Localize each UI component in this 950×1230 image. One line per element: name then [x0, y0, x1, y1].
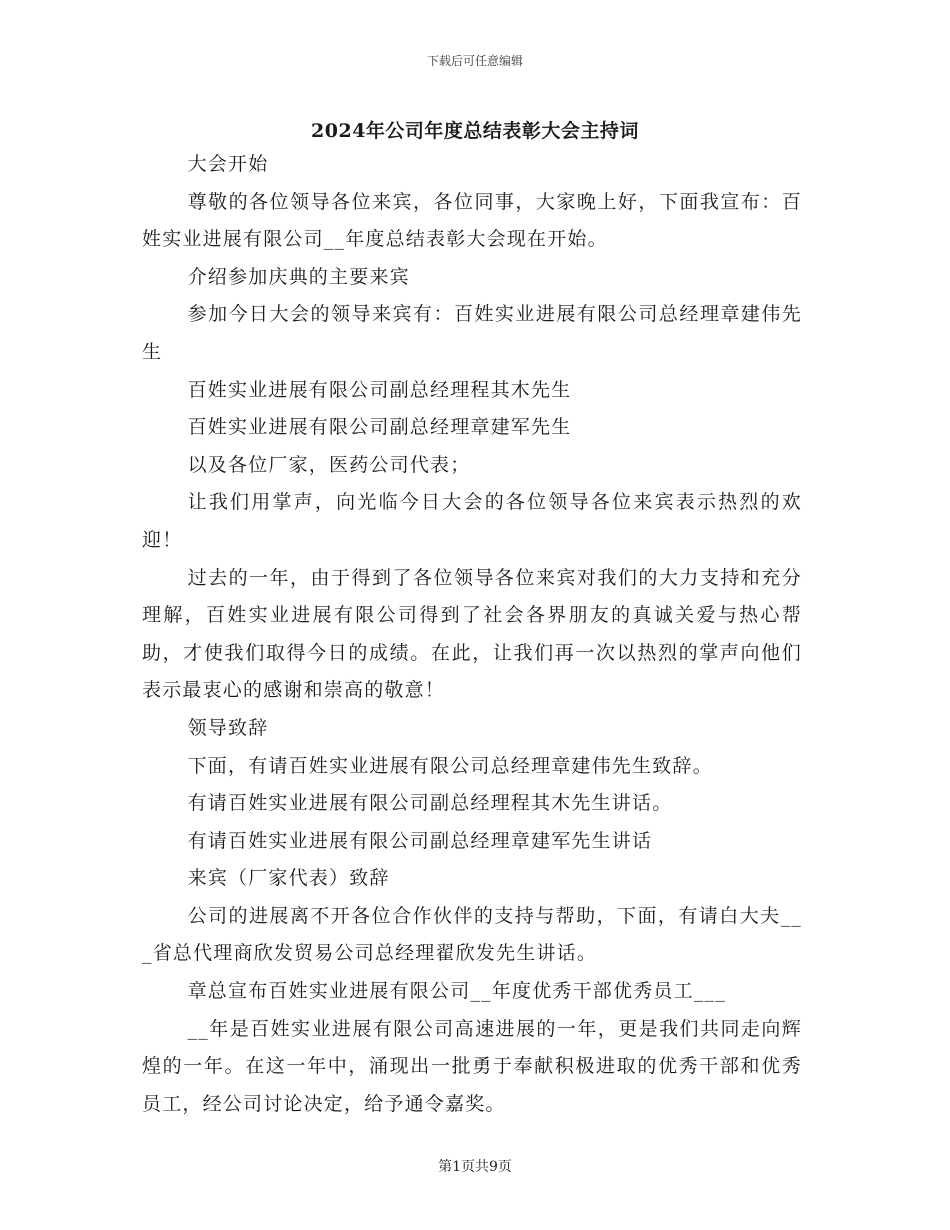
paragraph-partner-speech: 公司的进展离不开各位合作伙伴的支持与帮助，下面，有请白大夫___省总代理商欣发贸易公司总经理翟欣发先生讲话。: [142, 904, 802, 965]
paragraph-opening-announcement: 尊敬的各位领导各位来宾，各位同事，大家晚上好，下面我宣布：百姓实业进展有限公司__年度总结表彰大会现在开始。: [142, 190, 802, 251]
paragraph-gm-speech: 下面，有请百姓实业进展有限公司总经理章建伟先生致辞。: [187, 754, 713, 777]
paragraph-year-review: __年是百姓实业进展有限公司高速进展的一年，更是我们共同走向辉煌的一年。在这一年中，涌现出一批勇于奉献积极进取的优秀干部和优秀员工，经公司讨论决定，给予通令嘉奖。: [142, 1017, 802, 1115]
document-title: 2024年公司年度总结表彰大会主持词: [311, 120, 639, 142]
paragraph-guest-list: 参加今日大会的领导来宾有：百姓实业进展有限公司总经理章建伟先生: [142, 303, 802, 363]
paragraph-award-announcement: 章总宣布百姓实业进展有限公司__年度优秀干部优秀员工___: [187, 980, 726, 1003]
paragraph-meeting-start: 大会开始: [187, 153, 269, 175]
paragraph-guest-representatives: 以及各位厂家，医药公司代表；: [187, 453, 471, 476]
paragraph-guest-zhang: 百姓实业进展有限公司副总经理章建军先生: [187, 416, 572, 439]
page-number: 第1页共9页: [438, 1159, 512, 1175]
paragraph-leader-speech-heading: 领导致辞: [187, 716, 269, 739]
paragraph-deputy-zhang-speech: 有请百姓实业进展有限公司副总经理章建军先生讲话: [187, 829, 653, 852]
paragraph-welcome-applause: 让我们用掌声，向光临今日大会的各位领导各位来宾表示热烈的欢迎！: [142, 491, 802, 551]
paragraph-guest-cheng: 百姓实业进展有限公司副总经理程其木先生: [187, 378, 572, 401]
paragraph-thanks: 过去的一年，由于得到了各位领导各位来宾对我们的大力支持和充分理解，百姓实业进展有限公司得到了社会各界朋友的真诚关爱与热心帮助，才使我们取得今日的成绩。在此，让我们再一次以热烈的掌声向他们表示最衷心的感谢和崇高的敬意！: [142, 566, 802, 702]
paragraph-guest-speech-heading: 来宾（厂家代表）致辞: [187, 867, 390, 890]
paragraph-guest-intro-heading: 介绍参加庆典的主要来宾: [187, 265, 410, 288]
page-header-note: 下载后可任意编辑: [426, 54, 523, 68]
paragraph-deputy-cheng-speech: 有请百姓实业进展有限公司副总经理程其木先生讲话。: [187, 792, 673, 815]
document-body: [142, 146, 802, 1123]
